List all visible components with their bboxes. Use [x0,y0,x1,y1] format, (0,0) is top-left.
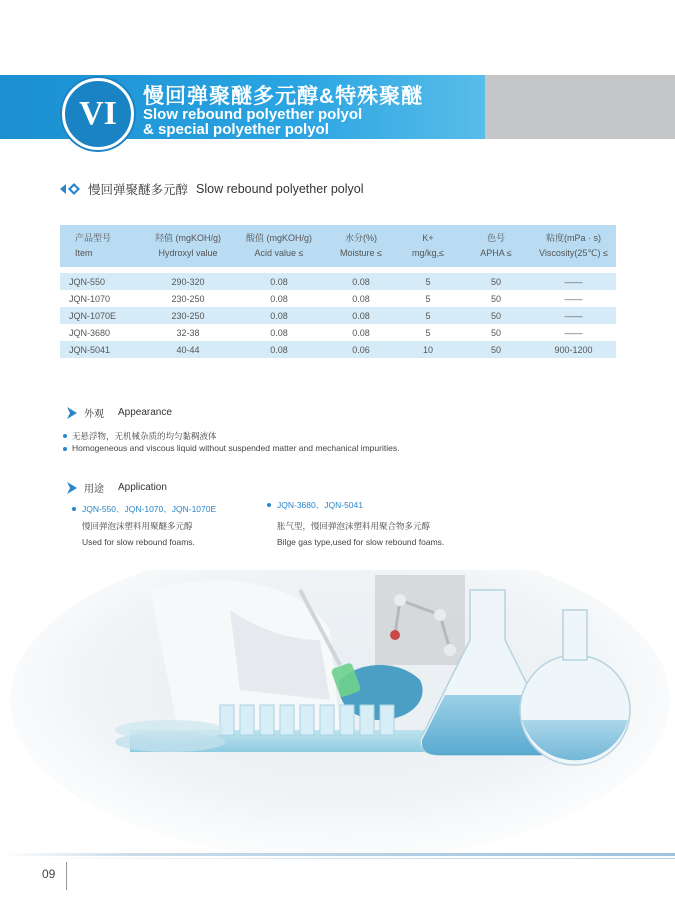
cell-item: JQN-5041 [60,341,145,358]
cell-acid: 0.08 [231,341,327,358]
page-title-en-line2: & special polyether polyol [143,121,329,138]
cell-viscosity: —— [531,307,616,324]
page-number: 09 [42,867,56,881]
cell-item: JQN-1070E [60,307,145,324]
cell-potassium: 5 [395,290,461,307]
header-moisture: 水分(%) Moisture ≤ [327,225,395,267]
cell-color: 50 [461,341,531,358]
cell-moisture: 0.08 [327,307,395,324]
appearance-title-en: Appearance [118,407,172,418]
header-viscosity: 粘度(mPa · s) Viscosity(25℃) ≤ [531,225,616,267]
cell-moisture: 0.08 [327,324,395,341]
cell-hydroxyl: 230-250 [145,290,231,307]
header-color: 色号 APHA ≤ [461,225,531,267]
cell-color: 50 [461,324,531,341]
application-desc-en-2: Bilge gas type,used for slow rebound foams. [277,537,445,547]
cell-acid: 0.08 [231,290,327,307]
cell-acid: 0.08 [231,324,327,341]
application-models-1: JQN-550、JQN-1070、JQN-1070E [82,504,217,514]
cell-potassium: 5 [395,273,461,290]
application-heading [66,480,167,495]
footer-rule-thin [0,858,675,859]
cell-item: JQN-1070 [60,290,145,307]
table-row [60,307,616,324]
cell-viscosity: —— [531,290,616,307]
cell-viscosity: 900-1200 [531,341,616,358]
section-heading [60,180,363,198]
chevron-right-icon [66,407,78,419]
section-title-cn: 慢回弹聚醚多元醇 [88,183,189,197]
table-row [60,324,616,341]
application-column-2 [277,499,444,547]
application-title-en: Application [118,482,167,493]
cell-hydroxyl: 40-44 [145,341,231,358]
table-row [60,341,616,358]
cell-acid: 0.08 [231,307,327,324]
cell-color: 50 [461,307,531,324]
cell-hydroxyl: 32-38 [145,324,231,341]
cell-hydroxyl: 290-320 [145,273,231,290]
cell-potassium: 10 [395,341,461,358]
page-title-cn: 慢回弹聚醚多元醇&特殊聚醚 [143,85,424,108]
section-badge-numeral: VI [79,95,117,132]
chevron-right-icon [66,482,78,494]
application-column-1 [82,503,216,547]
cell-moisture: 0.08 [327,273,395,290]
lab-photo [0,570,675,860]
footer-rule [0,853,675,856]
cell-moisture: 0.08 [327,290,395,307]
cell-potassium: 5 [395,307,461,324]
appearance-heading [66,405,172,420]
cell-viscosity: —— [531,273,616,290]
section-badge [62,78,134,150]
application-desc-en-1: Used for slow rebound foams. [82,537,195,547]
header-acid: 酸值 (mgKOH/g) Acid value ≤ [231,225,327,267]
header-item: 产品型号 Item [60,225,145,267]
cell-acid: 0.08 [231,273,327,290]
cell-item: JQN-3680 [60,324,145,341]
application-title-cn: 用途 [84,484,104,495]
appearance-title-cn: 外观 [84,409,104,420]
cell-hydroxyl: 230-250 [145,307,231,324]
header-potassium: K+ mg/kg,≤ [395,225,461,267]
table-header-row [60,225,616,267]
diamond-bullet-icon [60,182,82,196]
appearance-line-en: Homogeneous and viscous liquid without suspended matter and mechanical impurities. [72,443,400,453]
table-row [60,290,616,307]
cell-color: 50 [461,290,531,307]
header-banner-gray [485,75,675,139]
footer-divider [66,862,67,890]
cell-color: 50 [461,273,531,290]
table-row [60,273,616,290]
cell-potassium: 5 [395,324,461,341]
application-models-2: JQN-3680、JQN-5041 [277,499,444,511]
page-title-en-line1: Slow rebound polyether polyol [143,106,363,123]
spec-table [60,225,616,358]
header-hydroxyl: 羟值 (mgKOH/g) Hydroxyl value [145,225,231,267]
cell-viscosity: —— [531,324,616,341]
cell-item: JQN-550 [60,273,145,290]
application-desc-cn-1: 慢回弹泡沫塑料用聚醚多元醇 [82,521,193,531]
section-title-en: Slow rebound polyether polyol [196,182,364,196]
appearance-line-cn: 无悬浮物，无机械杂质的均匀黏稠液体 [72,431,217,441]
application-desc-cn-2: 胀气型，慢回弹泡沫塑料用聚合物多元醇 [277,521,431,531]
test-tube-rack [220,705,394,735]
cell-moisture: 0.06 [327,341,395,358]
